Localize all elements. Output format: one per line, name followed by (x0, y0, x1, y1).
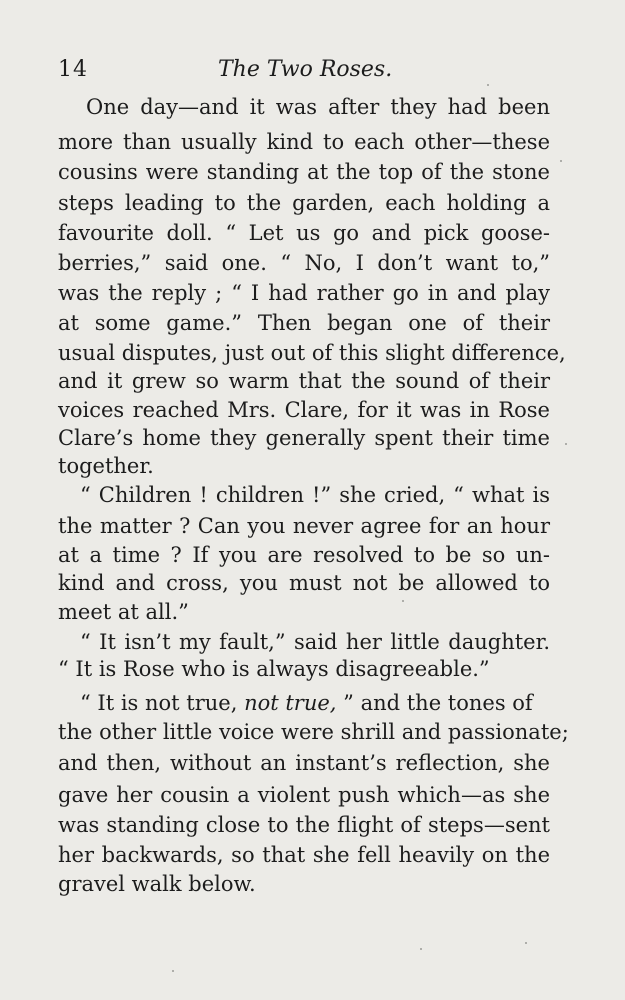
text-line: “ It isn’t my fault,” said her little daughter. (80, 630, 550, 654)
italic-segment: not true, (244, 691, 337, 715)
text-line: more than usually kind to each other—these (58, 130, 550, 154)
text-segment: ” and the tones of (343, 691, 533, 715)
text-line: cousins were standing at the top of the stone (58, 160, 550, 184)
text-segment: “ It is not true, (80, 691, 238, 715)
text-line: was the reply ; “ I had rather go in and play (58, 281, 550, 305)
text-line: at some game.” Then began one of their (58, 311, 550, 335)
text-line: One day—and it was after they had been (86, 95, 550, 119)
text-line: at a time ? If you are resolved to be so un- (58, 543, 550, 567)
text-line: her backwards, so that she fell heavily on the (58, 843, 550, 867)
text-line: berries,” said one. “ No, I don’t want to,” (58, 251, 550, 275)
text-line: was standing close to the flight of steps—sent (58, 813, 550, 837)
running-header (0, 54, 625, 88)
paper-speck (565, 443, 567, 445)
text-line: usual disputes, just out of this slight difference, (58, 341, 566, 365)
text-line: “ Children ! children !” she cried, “ what is (80, 483, 550, 507)
running-title: The Two Roses. (218, 57, 393, 82)
text-line: and then, without an instant’s reflection, she (58, 751, 550, 775)
text-line: steps leading to the garden, each holding a (58, 191, 550, 215)
text-line: gravel walk below. (58, 872, 256, 896)
paper-speck (525, 942, 527, 944)
text-line: Clare’s home they generally spent their time (58, 426, 550, 450)
text-line: together. (58, 454, 154, 478)
paper-speck (420, 948, 422, 950)
text-line: kind and cross, you must not be allowed to (58, 571, 550, 595)
text-line: and it grew so warm that the sound of their (58, 369, 550, 393)
text-line: favourite doll. “ Let us go and pick goose- (58, 221, 550, 245)
text-line: “ It is Rose who is always disagreeable.” (58, 657, 490, 681)
text-line (80, 690, 550, 717)
paper-speck (560, 160, 562, 162)
page-number: 14 (58, 57, 88, 82)
text-line: gave her cousin a violent push which—as she (58, 783, 550, 807)
text-line: the other little voice were shrill and passionate; (58, 720, 569, 744)
text-line: voices reached Mrs. Clare, for it was in Rose (58, 398, 550, 422)
paper-speck (172, 970, 174, 972)
text-line: meet at all.” (58, 600, 189, 624)
text-line: the matter ? Can you never agree for an hour (58, 514, 550, 538)
